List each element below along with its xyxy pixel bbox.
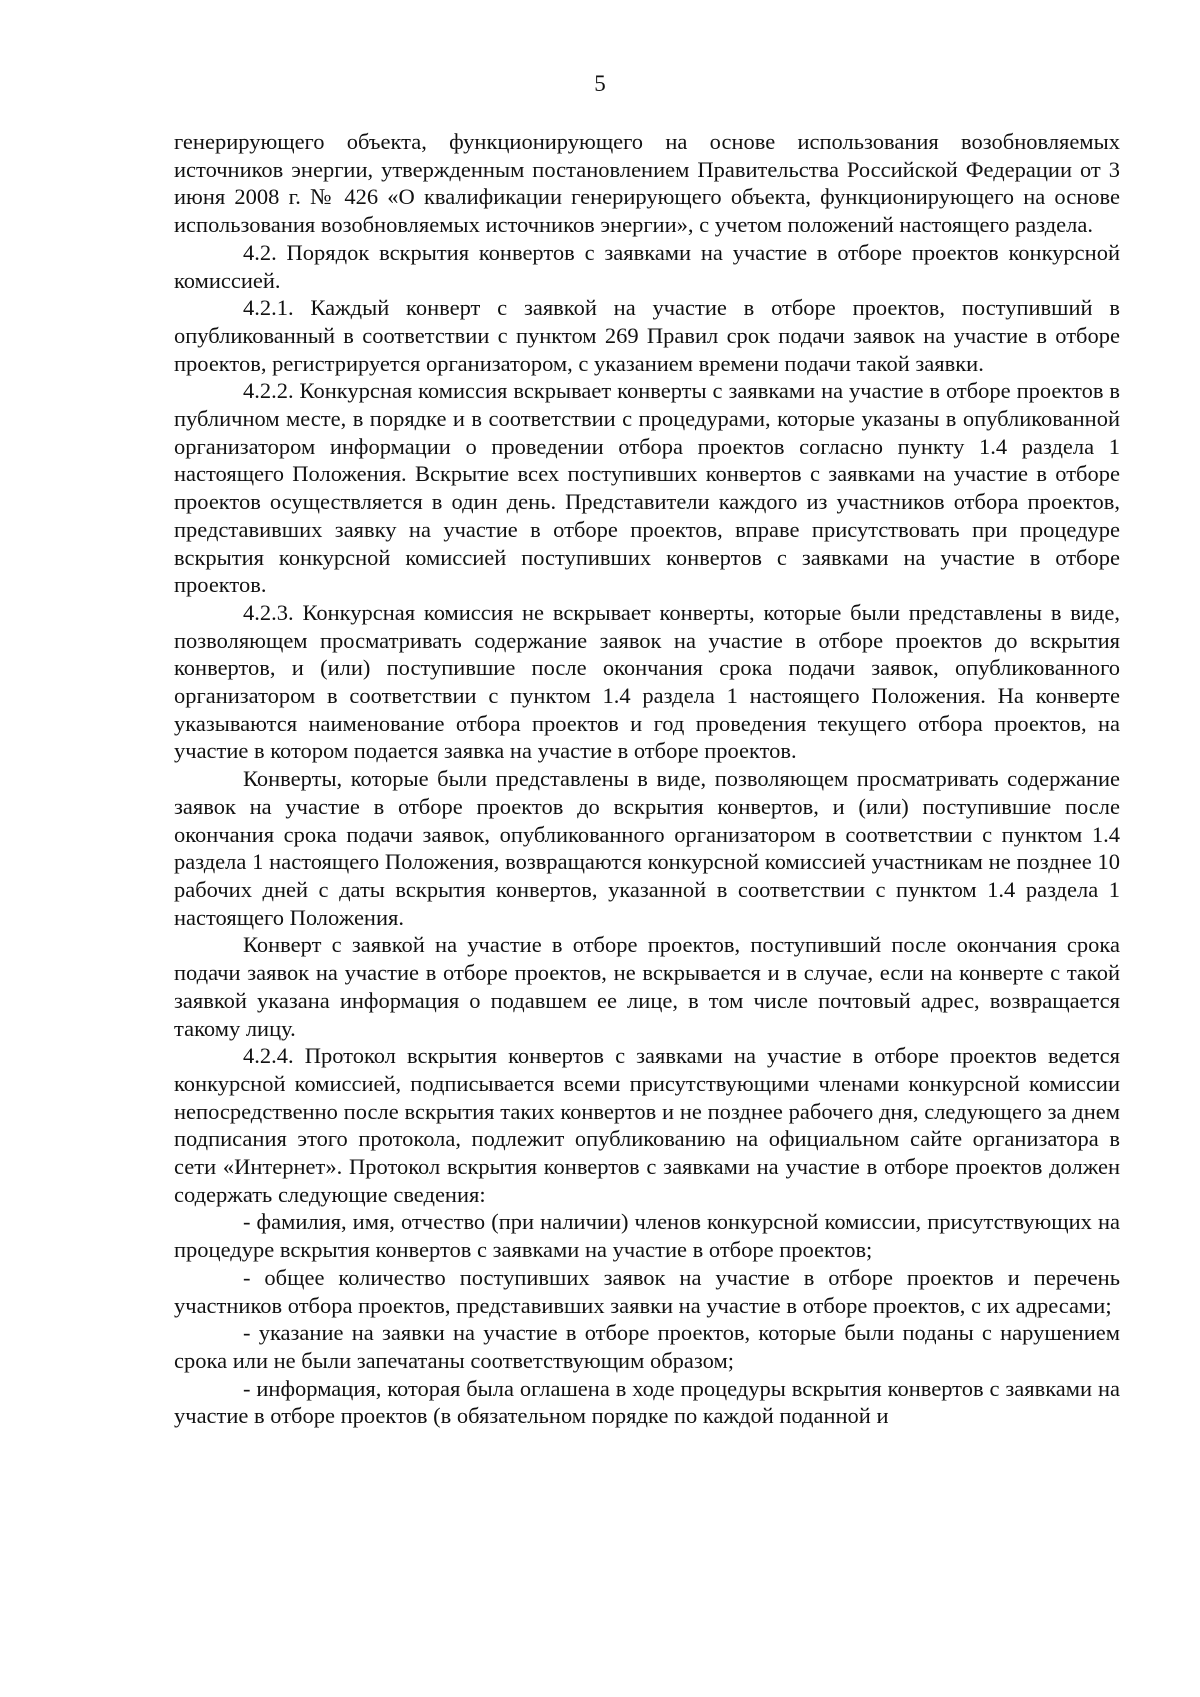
paragraph: 4.2. Порядок вскрытия конвертов с заявками на участие в отборе проектов конкурсной комиссией.: [174, 239, 1120, 293]
list-item: - общее количество поступивших заявок на участие в отборе проектов и перечень участников отбора проектов, представивших заявки на участие в отборе проектов, с их адресами;: [174, 1264, 1120, 1318]
page-number: 5: [594, 71, 606, 96]
paragraph: генерирующего объекта, функционирующего на основе использования возобновляемых источников энергии, утвержденным постановлением Правительства Российской Федерации от 3 июня 2008 г. № 426 «О квалификации генерирующего объекта, функционирующего на основе использования возобновляемых источников энергии», с учетом положений настоящего раздела.: [174, 129, 1120, 238]
paragraph: 4.2.2. Конкурсная комиссия вскрывает конверты с заявками на участие в отборе проектов в публичном месте, в порядке и в соответствии с процедурами, которые указаны в опубликованной организатором информации о проведении отбора проектов согласно пункту 1.4 раздела 1 настоящего Положения. Вскрытие всех поступивших конвертов с заявками на участие в отборе проектов осуществляется в один день. Представители каждого из участников отбора проектов, представивших заявку на участие в отборе проектов, вправе присутствовать при процедуре вскрытия конкурсной комиссией поступивших конвертов с заявками на участие в отборе проектов.: [174, 378, 1120, 598]
paragraph: Конверт с заявкой на участие в отборе проектов, поступивший после окончания срока подачи заявок на участие в отборе проектов, не вскрывается и в случае, если на конверте с такой заявкой указана информация о подавшем ее лице, в том числе почтовый адрес, возвращается такому лицу.: [174, 932, 1120, 1041]
paragraph: Конверты, которые были представлены в виде, позволяющем просматривать содержание заявок на участие в отборе проектов до вскрытия конвертов, и (или) поступившие после окончания срока подачи заявок, опубликованного организатором в соответствии с пунктом 1.4 раздела 1 настоящего Положения, возвращаются конкурсной комиссией участникам не позднее 10 рабочих дней с даты вскрытия конвертов, указанной в соответствии с пунктом 1.4 раздела 1 настоящего Положения.: [174, 766, 1120, 930]
list-item: - информация, которая была оглашена в ходе процедуры вскрытия конвертов с заявками на участие в отборе проектов (в обязательном порядке по каждой поданной и: [174, 1375, 1120, 1429]
paragraph: 4.2.4. Протокол вскрытия конвертов с заявками на участие в отборе проектов ведется конкурсной комиссией, подписывается всеми присутствующими членами конкурсной комиссии непосредственно после вскрытия таких конвертов и не позднее рабочего дня, следующего за днем подписания этого протокола, подлежит опубликованию на официальном сайте организатора в сети «Интернет». Протокол вскрытия конвертов с заявками на участие в отборе проектов должен содержать следующие сведения:: [174, 1043, 1120, 1207]
document-body: [174, 128, 1120, 1430]
list-item: - указание на заявки на участие в отборе проектов, которые были поданы с нарушением срока или не были запечатаны соответствующим образом;: [174, 1320, 1120, 1373]
list-item: - фамилия, имя, отчество (при наличии) членов конкурсной комиссии, присутствующих на процедуре вскрытия конвертов с заявками на участие в отборе проектов;: [174, 1209, 1120, 1263]
paragraph: 4.2.3. Конкурсная комиссия не вскрывает конверты, которые были представлены в виде, позволяющем просматривать содержание заявок на участие в отборе проектов до вскрытия конвертов, и (или) поступившие после окончания срока подачи заявок, опубликованного организатором в соответствии с пунктом 1.4 раздела 1 настоящего Положения. На конверте указываются наименование отбора проектов и год проведения текущего отбора проектов, на участие в котором подается заявка на участие в отборе проектов.: [174, 599, 1120, 764]
paragraph: 4.2.1. Каждый конверт с заявкой на участие в отборе проектов, поступивший в опубликованный в соответствии с пунктом 269 Правил срок подачи заявок на участие в отборе проектов, регистрируется организатором, с указанием времени подачи такой заявки.: [174, 295, 1120, 376]
